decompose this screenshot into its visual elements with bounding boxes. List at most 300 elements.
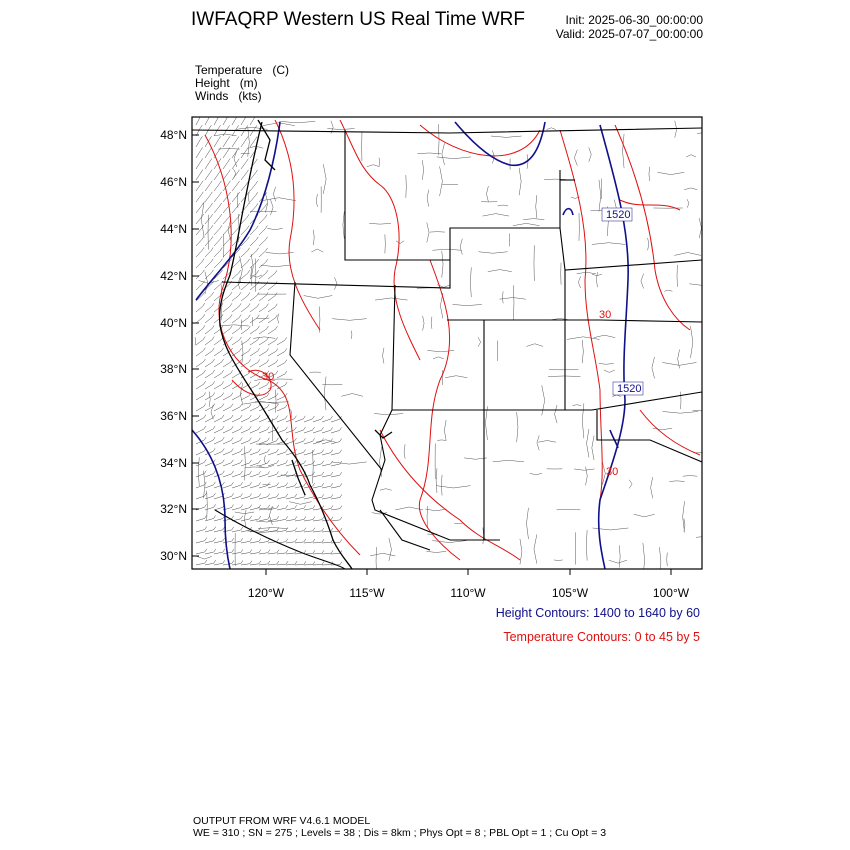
temperature-contours	[205, 120, 700, 560]
wind-barb	[214, 259, 222, 268]
wind-barb	[223, 415, 233, 422]
county-line	[207, 491, 208, 520]
wind-barb	[214, 192, 222, 202]
wind-barb	[223, 326, 232, 334]
county-line	[478, 337, 481, 346]
county-line	[648, 238, 649, 250]
county-line	[623, 134, 625, 168]
wind-barb	[259, 304, 268, 312]
wind-barb	[223, 460, 233, 466]
county-line	[323, 164, 326, 194]
county-line	[444, 420, 446, 441]
county-line	[619, 545, 620, 567]
county-line	[427, 350, 454, 351]
county-line	[536, 195, 537, 218]
county-line	[686, 155, 696, 157]
county-line	[479, 252, 508, 253]
wind-barb	[214, 170, 221, 180]
init-time: Init: 2025-06-30_00:00:00	[565, 13, 703, 27]
wind-barb	[277, 483, 288, 488]
wind-barb	[196, 448, 206, 455]
county-line	[370, 553, 395, 556]
wind-barb	[331, 450, 342, 455]
wind-barb	[241, 270, 250, 279]
wind-barb	[259, 293, 268, 302]
county-line	[513, 223, 540, 225]
wind-barb	[313, 416, 324, 422]
county-line	[423, 316, 424, 331]
wind-barb	[250, 427, 260, 434]
wind-barb	[214, 460, 224, 466]
county-line	[265, 193, 267, 213]
wind-barb	[322, 472, 333, 477]
county-line	[264, 455, 265, 464]
wind-barb	[223, 303, 232, 312]
county-line	[425, 509, 446, 511]
wind-barb	[241, 114, 248, 125]
county-line	[548, 376, 580, 377]
wind-barb	[205, 181, 212, 191]
wind-barb	[205, 214, 213, 224]
wind-barb	[214, 404, 224, 411]
wind-barb	[241, 415, 251, 422]
wind-barb	[250, 348, 260, 356]
wind-barb	[223, 370, 233, 378]
wind-barb	[241, 148, 248, 158]
wind-barb	[232, 181, 240, 191]
latitude-tick-label: 36°N	[160, 409, 187, 423]
latitude-tick-label: 40°N	[160, 316, 187, 330]
wind-barb	[232, 203, 240, 213]
wind-barb	[223, 382, 233, 390]
county-line	[219, 325, 249, 326]
wind-barb	[205, 326, 214, 335]
latitude-tick-label: 38°N	[160, 362, 187, 376]
county-line	[244, 446, 245, 480]
wind-barb	[205, 114, 211, 125]
wind-barb	[268, 270, 277, 279]
wind-barb	[196, 303, 205, 312]
wind-barb	[196, 471, 206, 477]
wind-barb	[277, 460, 288, 466]
county-line	[690, 326, 692, 358]
wind-barb	[214, 214, 222, 224]
plot-title: IWFAQRP Western US Real Time WRF	[191, 9, 525, 30]
county-line	[422, 160, 423, 180]
wind-barb	[331, 483, 342, 488]
county-line	[499, 298, 525, 300]
county-line	[442, 251, 443, 278]
wind-barb	[196, 337, 205, 345]
wind-barb	[268, 337, 278, 345]
county-line	[502, 291, 503, 303]
county-line	[332, 319, 367, 321]
county-line	[324, 377, 326, 411]
wind-barb	[205, 270, 214, 279]
wind-barb	[250, 404, 260, 411]
wind-barb	[223, 315, 232, 324]
county-line	[375, 298, 407, 300]
wind-barb	[259, 438, 269, 444]
county-line	[255, 402, 289, 403]
latitude-tick-label: 42°N	[160, 269, 187, 283]
wind-barb	[232, 136, 239, 147]
county-line	[304, 296, 333, 299]
wind-barb	[196, 281, 205, 290]
wind-barb	[277, 494, 288, 499]
wind-barb	[259, 483, 270, 489]
wind-barb	[214, 136, 221, 147]
wind-barb	[250, 315, 259, 323]
wind-barb	[277, 449, 288, 455]
wind-barb	[241, 426, 251, 433]
wind-barb	[250, 114, 257, 125]
county-line	[493, 460, 524, 462]
wind-barb	[223, 136, 230, 147]
wind-barb	[223, 225, 231, 235]
county-line	[689, 284, 722, 286]
wind-barb	[214, 437, 224, 444]
wind-barb	[286, 460, 297, 466]
county-line	[427, 223, 429, 243]
county-line	[696, 536, 720, 537]
wind-barb	[241, 259, 250, 268]
wind-barb	[304, 438, 315, 444]
wind-barb	[223, 482, 234, 488]
county-line	[582, 403, 584, 438]
wind-barb	[313, 427, 324, 433]
wind-barb	[268, 348, 278, 356]
wind-barb	[205, 248, 213, 258]
wind-barb	[223, 159, 230, 169]
wind-barb	[304, 427, 315, 433]
variable-temperature: Temperature (C)	[195, 63, 290, 77]
county-line	[653, 428, 673, 430]
wind-barb	[205, 359, 215, 367]
wind-barb	[241, 516, 252, 521]
county-line	[513, 285, 514, 320]
wind-barb	[214, 370, 224, 378]
wind-barb	[241, 494, 252, 500]
county-line	[441, 475, 442, 496]
wind-barb	[232, 270, 241, 279]
county-line	[311, 249, 323, 252]
wind-barb	[259, 237, 268, 246]
wind-barb	[277, 516, 288, 521]
county-line	[675, 121, 677, 138]
wind-barb	[214, 225, 222, 235]
wind-barb	[250, 538, 261, 543]
latitude-tick-label: 34°N	[160, 456, 187, 470]
county-line	[599, 180, 601, 212]
wind-barb	[268, 326, 278, 334]
county-line	[279, 121, 315, 123]
county-line	[316, 440, 335, 442]
wind-barb	[250, 449, 260, 455]
wind-barb	[259, 226, 267, 235]
wind-barb	[232, 337, 241, 345]
wind-barb	[214, 560, 225, 565]
county-line	[582, 340, 583, 363]
wind-barb	[214, 538, 225, 543]
wind-barb	[259, 259, 268, 268]
wind-barb	[241, 438, 251, 444]
wind-barb	[295, 416, 305, 422]
county-line	[235, 512, 255, 514]
wind-barb	[196, 114, 202, 125]
model-config: WE = 310 ; SN = 275 ; Levels = 38 ; Dis = 8km ; Phys Opt = 8 ; PBL Opt = 1 ; Cu Opt = 3	[193, 827, 607, 839]
county-line	[396, 241, 404, 244]
wind-barb	[250, 382, 260, 389]
wind-barb	[250, 359, 260, 367]
wind-barb	[250, 192, 258, 202]
wind-barb	[196, 426, 206, 433]
wind-barb	[268, 438, 278, 444]
wind-barb	[232, 326, 241, 334]
wind-barb	[304, 450, 315, 456]
county-line	[417, 153, 441, 154]
wind-barb	[250, 259, 259, 268]
county-line	[554, 560, 563, 561]
wind-barb	[277, 472, 288, 478]
wind-barb	[286, 494, 297, 499]
county-line	[517, 412, 518, 442]
wind-barb	[214, 359, 224, 367]
wind-barb	[268, 404, 278, 411]
wind-barb	[196, 236, 204, 246]
county-line	[486, 186, 488, 202]
wind-barb	[214, 516, 225, 521]
wind-barb	[196, 538, 207, 543]
wind-barb	[232, 404, 242, 411]
wind-barb	[214, 114, 220, 125]
wind-barb	[223, 393, 233, 400]
county-line	[578, 277, 580, 288]
wind-barb	[232, 538, 243, 543]
wind-barb	[232, 415, 242, 422]
wind-barb	[268, 360, 278, 367]
county-line	[313, 230, 314, 245]
county-line	[519, 168, 521, 195]
wind-barb	[232, 549, 243, 554]
wind-barb	[304, 505, 315, 510]
wind-barb	[277, 371, 287, 378]
wind-barb	[196, 527, 207, 533]
county-line	[586, 530, 587, 560]
wind-barb	[277, 505, 288, 510]
variable-height: Height (m)	[195, 76, 258, 90]
county-line	[263, 123, 295, 126]
wind-barb	[205, 471, 215, 477]
county-line	[341, 394, 363, 397]
wind-barb	[214, 393, 224, 400]
county-line	[651, 477, 653, 498]
wind-barb	[232, 192, 240, 202]
county-line	[488, 270, 512, 272]
wind-barb	[205, 314, 214, 323]
wind-barb	[295, 449, 306, 455]
wind-barb	[223, 114, 229, 125]
county-line	[404, 444, 405, 458]
wind-barb	[223, 549, 234, 554]
county-line	[663, 411, 699, 413]
wind-barb	[259, 315, 268, 323]
wind-barb	[286, 427, 296, 433]
longitude-tick-label: 100°W	[652, 586, 690, 600]
wind-barb	[205, 538, 216, 543]
wind-barb	[277, 404, 287, 411]
model-info	[193, 815, 606, 839]
wind-barb	[214, 337, 223, 345]
county-line	[316, 194, 317, 207]
county-line	[574, 150, 577, 166]
wind-barb	[241, 159, 248, 169]
wind-barb	[277, 416, 287, 422]
wind-barb	[205, 549, 216, 554]
county-line	[258, 528, 287, 529]
wind-barb	[223, 493, 234, 499]
wind-barb	[259, 516, 270, 521]
wind-barb	[232, 449, 242, 455]
county-line	[697, 132, 720, 134]
wind-barb	[277, 360, 287, 367]
wind-barb	[196, 404, 206, 412]
wind-barb	[223, 148, 230, 159]
wind-barb	[205, 348, 214, 356]
wind-barb	[223, 538, 234, 543]
county-line	[649, 167, 650, 181]
wind-barb	[196, 225, 204, 235]
county-line	[273, 187, 275, 201]
wind-barb	[205, 259, 213, 268]
wind-barb	[196, 247, 204, 257]
wind-barb	[232, 159, 239, 169]
wind-barb	[232, 460, 242, 466]
wind-barb	[250, 326, 259, 334]
height-label: 1520	[606, 209, 631, 221]
wind-barb	[331, 427, 342, 433]
wind-barb	[322, 427, 333, 433]
wind-barb	[223, 237, 231, 247]
county-line	[431, 317, 432, 329]
wind-barb	[286, 516, 297, 521]
wind-barb	[214, 248, 222, 258]
county-line	[542, 385, 545, 415]
wind-barb	[223, 426, 233, 433]
county-line	[248, 127, 250, 157]
county-line	[209, 392, 210, 407]
wind-barb	[205, 292, 214, 301]
wind-barb	[259, 360, 269, 368]
wind-barb	[223, 170, 230, 180]
wind-barb	[250, 471, 261, 477]
wind-barb	[268, 393, 278, 400]
wind-barb	[205, 337, 214, 345]
longitude-tick-label: 110°W	[450, 586, 486, 600]
county-line	[534, 534, 537, 563]
wind-barb	[241, 315, 250, 323]
wind-barb	[268, 483, 279, 488]
wind-barb	[196, 493, 207, 499]
wind-barb	[259, 449, 270, 455]
county-line	[351, 331, 352, 339]
county-line	[437, 157, 471, 159]
wind-barb	[286, 438, 297, 444]
wind-barb	[268, 293, 277, 301]
wind-barb	[295, 427, 306, 433]
wind-barb	[250, 304, 259, 312]
wind-barb	[214, 504, 225, 510]
wind-barb	[241, 170, 249, 180]
temperature-label: 30	[262, 371, 275, 383]
wind-barb	[313, 461, 324, 466]
wind-barb	[214, 527, 225, 532]
county-line	[574, 469, 594, 470]
wind-barb	[313, 472, 324, 477]
wind-barb	[205, 203, 213, 213]
county-line	[684, 188, 697, 190]
wind-barb	[214, 448, 224, 455]
wind-barb	[295, 438, 306, 444]
wind-barb	[241, 248, 250, 257]
county-line	[197, 556, 212, 559]
county-line	[470, 267, 471, 297]
wind-barb	[322, 483, 333, 488]
county-line	[664, 290, 672, 291]
county-line	[498, 205, 508, 206]
county-line	[587, 429, 589, 457]
county-line	[485, 406, 487, 440]
wind-barb	[268, 494, 279, 499]
county-line	[367, 165, 380, 167]
county-line	[334, 277, 337, 289]
county-line	[683, 476, 697, 477]
wind-barb	[322, 494, 333, 499]
county-line	[262, 484, 270, 485]
county-line	[555, 405, 558, 423]
county-line	[256, 465, 274, 468]
wind-barb	[214, 270, 223, 279]
height-label: 1520	[617, 383, 642, 395]
wind-barb	[268, 315, 277, 323]
county-line	[269, 506, 272, 525]
county-line	[586, 467, 588, 486]
county-line	[195, 337, 196, 345]
wind-barb	[268, 304, 277, 312]
wind-barb	[241, 538, 252, 543]
wind-barb	[241, 505, 252, 510]
wind-barb	[268, 471, 279, 477]
wind-barb	[232, 303, 241, 312]
county-line	[445, 376, 467, 378]
county-line	[491, 136, 522, 137]
wind-barb	[196, 147, 203, 158]
wind-barb	[205, 381, 215, 389]
wind-barb	[259, 494, 270, 499]
wind-barb	[205, 415, 215, 422]
latitude-tick-label: 46°N	[160, 175, 187, 189]
wind-barb	[205, 192, 212, 202]
wind-barb	[232, 426, 242, 433]
wind-barb	[331, 461, 342, 466]
wind-barb	[286, 505, 297, 510]
wind-barb	[196, 192, 203, 202]
wind-barb	[196, 158, 203, 169]
wind-barb	[241, 550, 252, 555]
wind-barb	[232, 292, 241, 301]
county-line	[659, 547, 660, 576]
county-line	[270, 199, 273, 215]
